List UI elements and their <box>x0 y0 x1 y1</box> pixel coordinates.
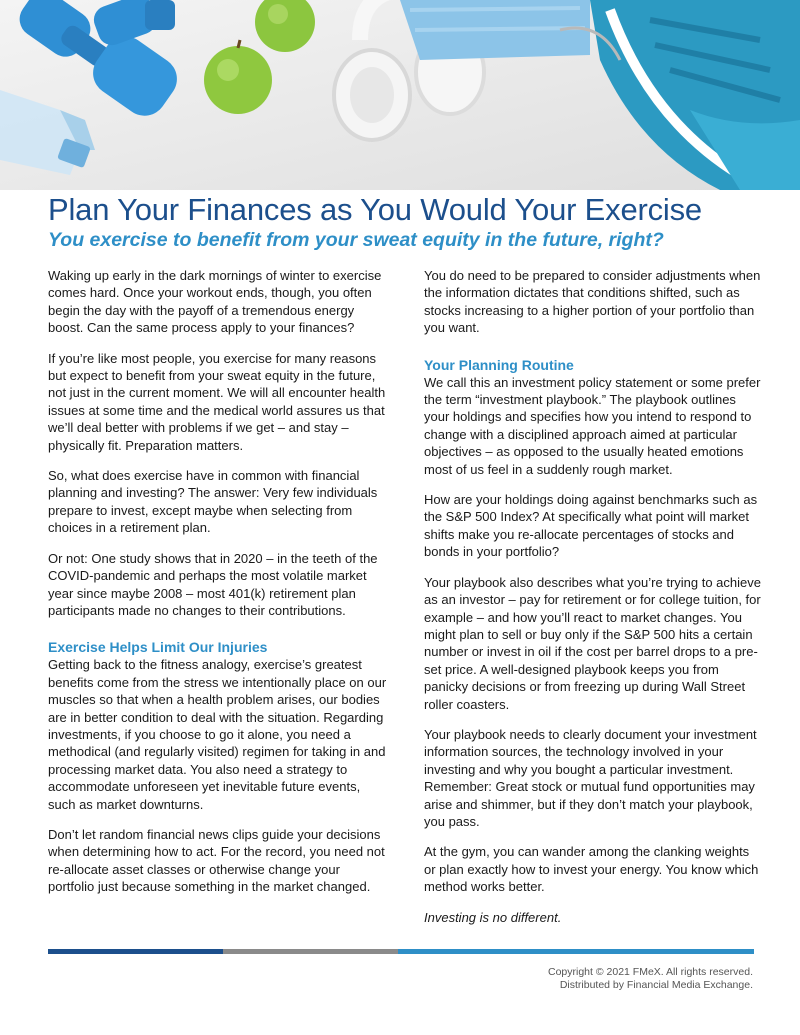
page-title: Plan Your Finances as You Would Your Exercise <box>48 192 702 227</box>
closing-line: Investing is no different. <box>424 909 562 925</box>
paragraph: Getting back to the fitness analogy, exercise’s greatest benefits come from the stress we intentionally place on our muscles so that when a health problem arises, our bodies are in better condition to deal with the situation. Regarding investments, if you choose to go it alone, you need a methodical (and regularly visited) regimen for taking in and processing market data. You also need a strategy to accommodate unforeseen yet inevitable future events, such as market downturns. <box>48 657 387 812</box>
paragraph: How are your holdings doing against benchmarks such as the S&P 500 Index? At specifically what point will market shifts make you re-allocate percentages of stocks and bonds in your portfolio? <box>424 492 758 560</box>
paragraph: Don’t let random financial news clips guide your decisions when determining how to act. For the record, you need not re-allocate asset classes or otherwise change your portfolio just because something in the market changed. <box>48 826 385 895</box>
paragraph: So, what does exercise have in common with financial planning and investing? The answer: Very few individuals prepare to invest, except maybe when selecting from choices in a retirement plan. <box>48 468 378 536</box>
divider-segment <box>223 949 398 954</box>
divider-segment <box>398 949 754 954</box>
paragraph: You do need to be prepared to consider adjustments when the information dictates that conditions shifted, such as stocks increasing to a higher portion of your portfolio than you want. <box>424 268 761 336</box>
footer <box>548 966 753 992</box>
fitness-gear-illustration <box>0 0 800 190</box>
section-heading-planning: Your Planning Routine <box>424 356 574 373</box>
distributed-text: Distributed by Financial Media Exchange. <box>559 979 753 991</box>
footer-divider <box>48 949 754 954</box>
paragraph: Your playbook needs to clearly document your investment information sources, the technology involved in your investing and why you bought a particular investment. Remember: Great stock or mutual fund opportunities may arise and shimmer, but if they don’t match your playbook, you pass. <box>424 726 757 829</box>
paragraph: We call this an investment policy statement or some prefer the term “investment playbook.” The playbook outlines your holdings and specifies how you intend to respond to change with a disciplined approach aimed at particular objectives – as opposed to the usually heated emotions most of us feel in a suddenly rough market. <box>424 374 761 477</box>
paragraph: If you’re like most people, you exercise for many reasons but expect to benefit from your sweat equity in the future, not just in the current moment. We will all encounter health issues at some time and the medical world assures us that we’ll deal better with problems if we get – and stay – physically fit. Preparation matters. <box>48 350 386 453</box>
divider-segment <box>48 949 223 954</box>
section-heading-exercise: Exercise Helps Limit Our Injuries <box>48 639 268 656</box>
paragraph: Your playbook also describes what you’re trying to achieve as an investor – pay for retirement or for college tuition, for example – and how you’ll react to market changes. You might plan to sell or buy only if the S&P 500 hits a certain number or invest in oil if the cost per barrel drops to a pre-set price. A well-designed playbook keeps you from panicky decisions or from freezing up during Wall Street roller coasters. <box>424 574 761 712</box>
page-subtitle: You exercise to benefit from your sweat equity in the future, right? <box>48 229 664 251</box>
paragraph: Waking up early in the dark mornings of winter to exercise comes hard. Once your workout ends, though, you often begin the day with the payoff of a tremendous energy boost. Can the same process apply to your finances? <box>48 268 382 336</box>
copyright-text: Copyright © 2021 FMeX. All rights reserved. <box>548 966 753 978</box>
paragraph: At the gym, you can wander among the clanking weights or plan exactly how to invest your energy. You know which method works better. <box>424 844 759 895</box>
paragraph: Or not: One study shows that in 2020 – in the teeth of the COVID-pandemic and perhaps the most volatile market year since maybe 2008 – most 401(k) retirement plan participants made no changes to their contributions. <box>48 550 378 618</box>
left-column <box>48 267 388 909</box>
right-column <box>424 267 764 939</box>
hero-image <box>0 0 800 190</box>
